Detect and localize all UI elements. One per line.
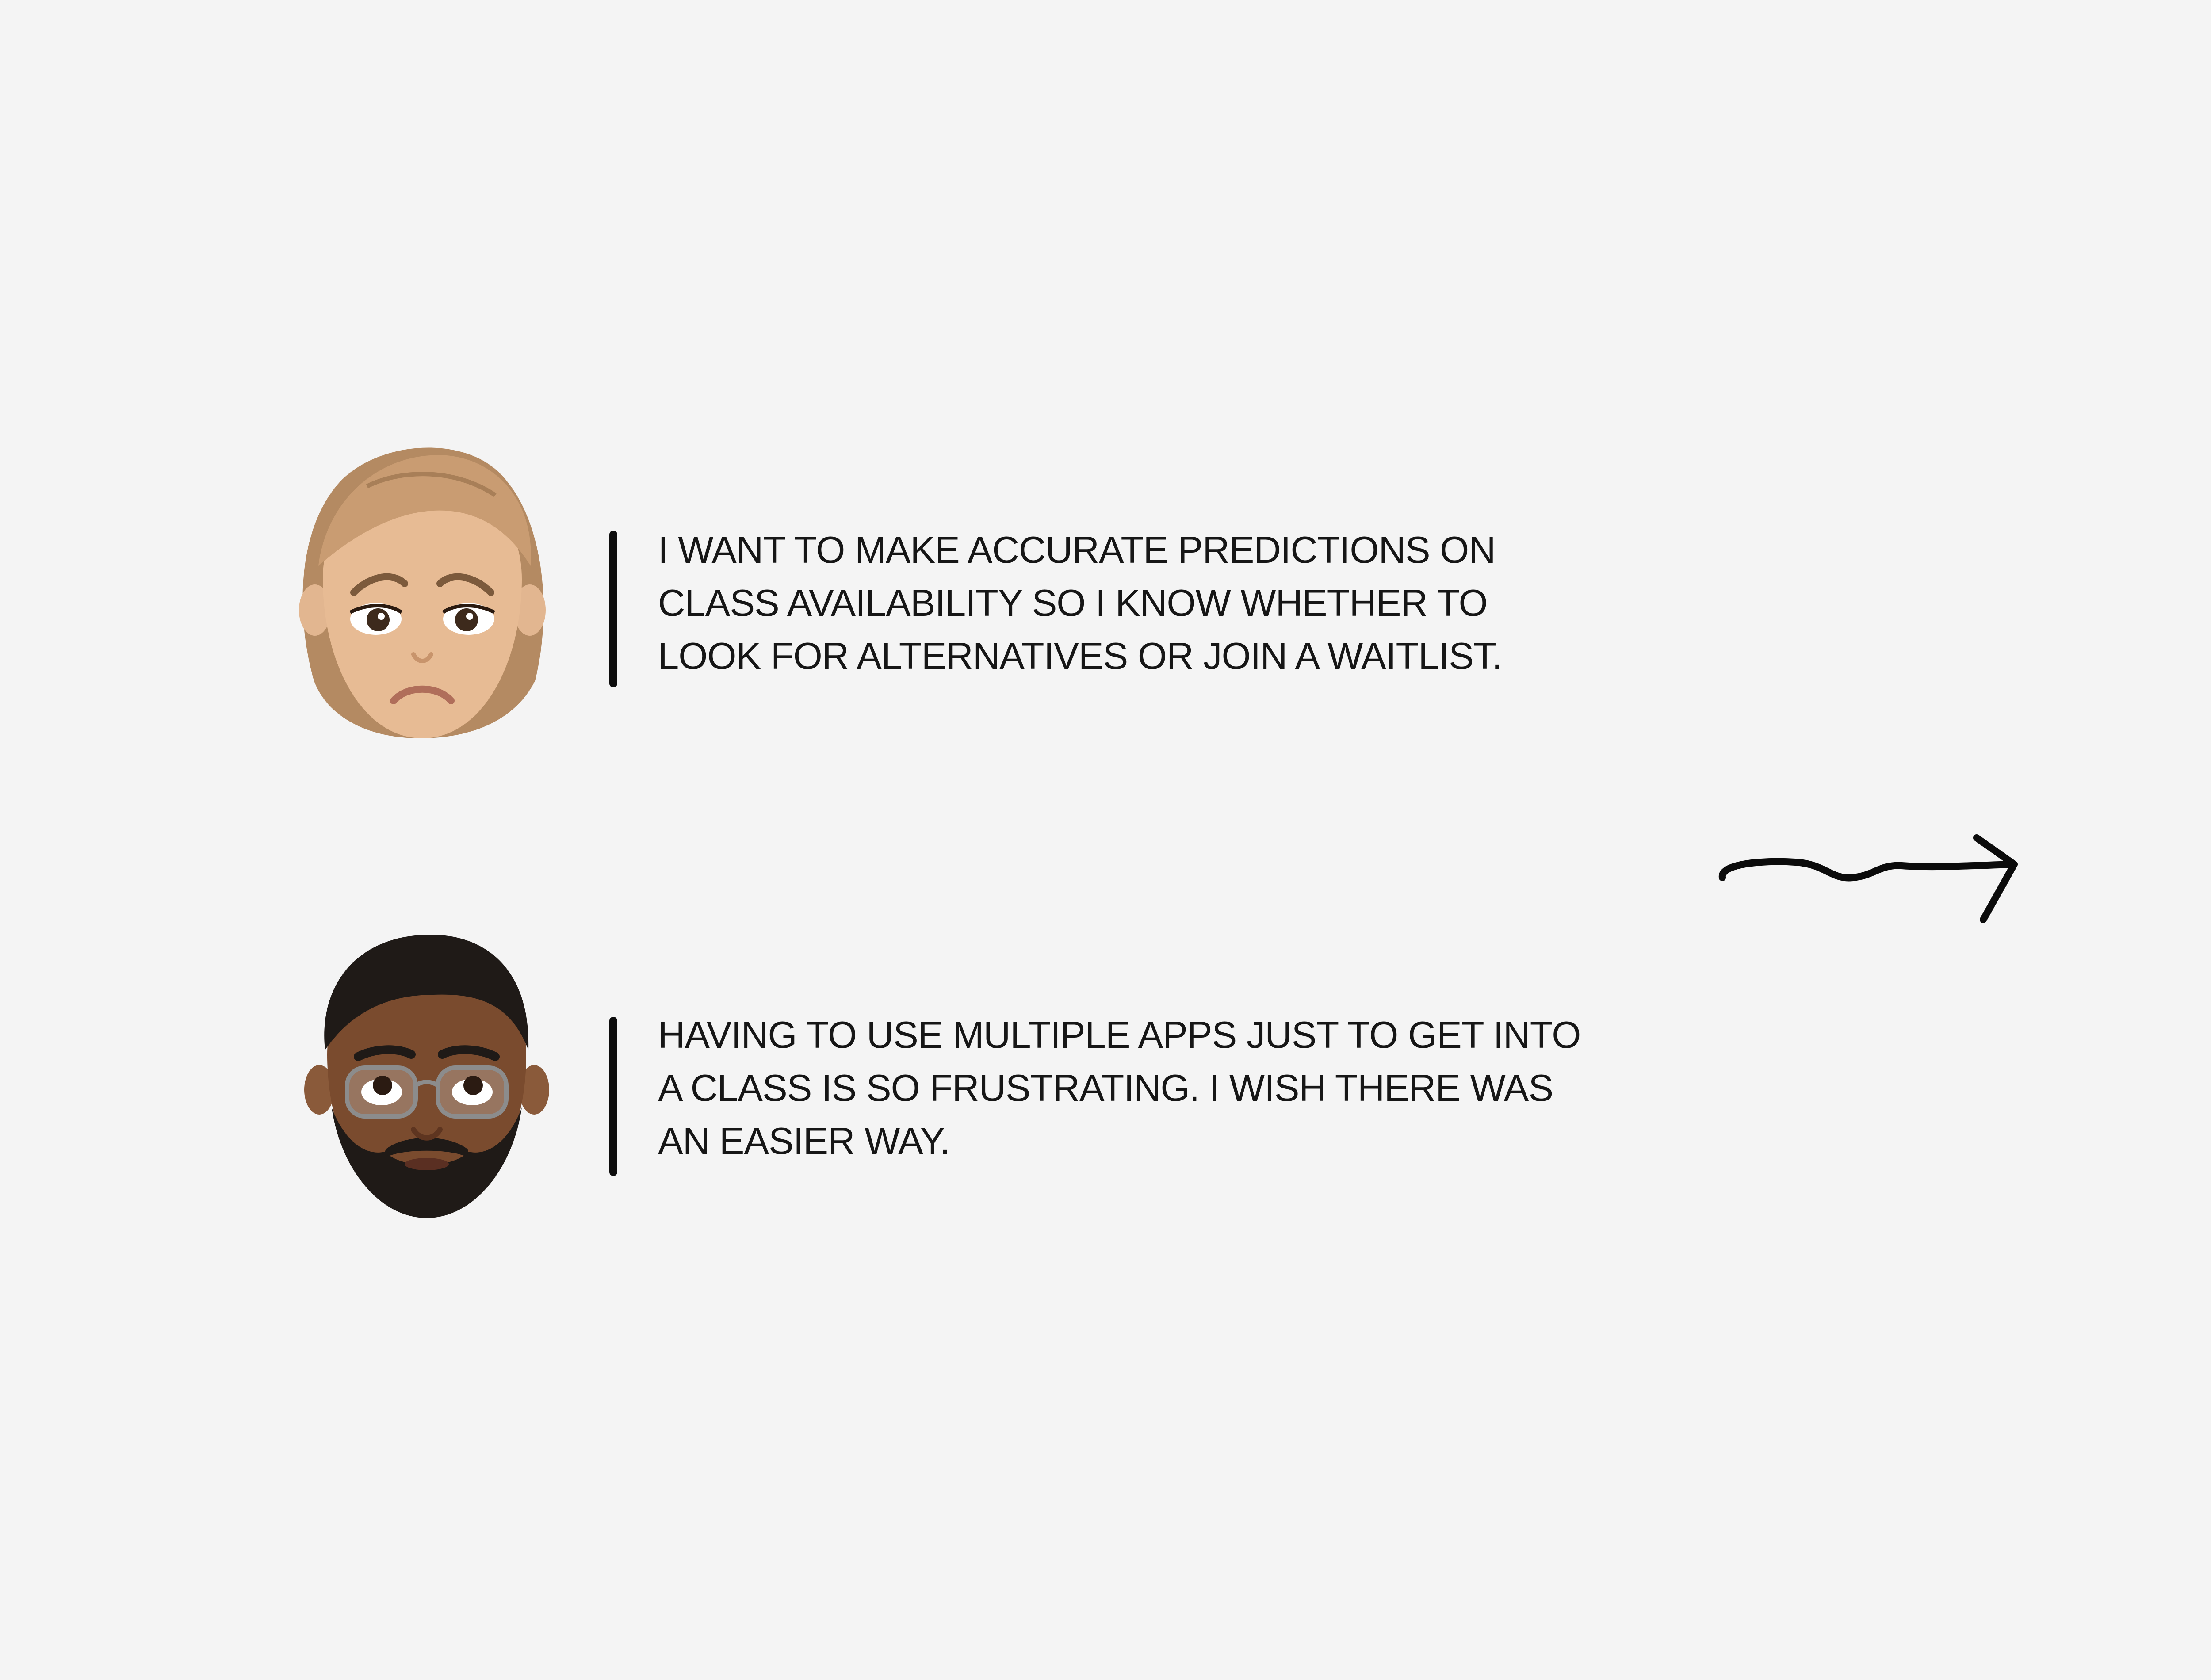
- squiggle-arrow-icon: [1711, 831, 2021, 937]
- frustrated-man-memoji-icon: [301, 922, 553, 1227]
- persona-quote: I WANT TO MAKE ACCURATE PREDICTIONS ON CLASS AVAILABILITY SO I KNOW WHETHER TO LOOK FOR ALTERNATIVES OR JOIN A WAITLIST.: [658, 529, 1502, 677]
- quote-divider: [609, 531, 617, 687]
- sad-woman-memoji-icon: [287, 433, 557, 752]
- quote-divider: [609, 1017, 617, 1176]
- persona-quote: HAVING TO USE MULTIPLE APPS JUST TO GET INTO A CLASS IS SO FRUSTRATING. I WISH THERE WAS AN EASIER WAY.: [658, 1014, 1581, 1162]
